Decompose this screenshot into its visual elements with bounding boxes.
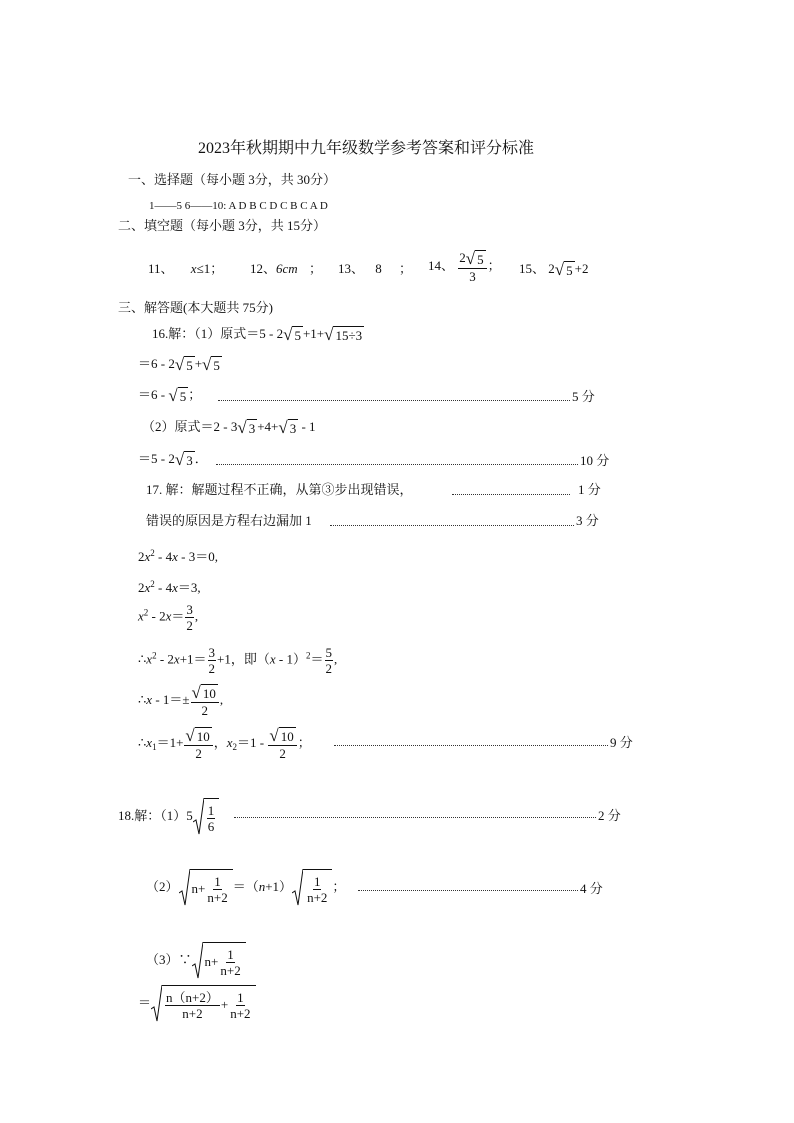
q16-score-1: 5 分 bbox=[572, 389, 595, 404]
page-title: 2023年秋期期中九年级数学参考答案和评分标准 bbox=[198, 140, 535, 157]
fill-q13: 13、 8 ； bbox=[338, 261, 413, 276]
q16-line-2: ＝6 - 2 √ 5 + √ 5 bbox=[138, 355, 220, 375]
radical: n+ $\frac{1}{n+2}$ bbox=[179, 869, 233, 907]
q12-answer: 6cm bbox=[276, 261, 298, 276]
q14-label: 14、 bbox=[428, 257, 455, 273]
q18-line-1: 18.解：（1）5 $\frac{1}{6}$ bbox=[118, 798, 219, 836]
q17-eq-6: $\therefore x_1=1+$ √ 10 2 ，$x_2=1$ - √ 10 2 ； bbox=[138, 726, 311, 762]
q13-answer: 8 bbox=[375, 261, 382, 276]
section-1-answers: 1——5 6——10: A D B C D C B C A D bbox=[149, 200, 328, 212]
q12-label: 12、 bbox=[250, 261, 277, 276]
q17-line-2: 错误的原因是方程右边漏加 1 bbox=[146, 513, 312, 528]
q15-label: 15、 bbox=[519, 261, 546, 276]
q18-line-3: （3）∵ n+ $\frac{1}{n+2}$ bbox=[146, 942, 246, 980]
q16-line-5: ＝5 - 2 √ 3 ． bbox=[138, 450, 208, 470]
q16-line-3: ＝6 - √ 5 ； bbox=[138, 386, 202, 406]
q16-line-4: （2）原式＝2 - 3 √ 3 +4+ √ 3 - 1 bbox=[142, 418, 316, 438]
q17-score-2: 3 分 bbox=[576, 513, 599, 528]
q18-score-2: 4 分 bbox=[580, 881, 603, 896]
dotted-leader bbox=[218, 400, 570, 401]
dotted-leader bbox=[334, 745, 608, 746]
q16-score-2: 10 分 bbox=[580, 453, 610, 468]
q17-eq-4: $\therefore x^2 - 2x+1=$ $\frac{3}{2}$ +1，即（x - 1）$^2$＝ $\frac{5}{2}$ , bbox=[138, 645, 338, 676]
section-2-heading: 二、填空题（每小题 3分，共 15分） bbox=[118, 218, 327, 233]
radical: n+ $\frac{1}{n+2}$ bbox=[192, 942, 246, 980]
q14-fraction: 2 √ 5 3 bbox=[458, 250, 486, 284]
fill-q11 bbox=[148, 261, 223, 277]
q17-line-1: 17. 解：解题过程不正确，从第③步出现错误， bbox=[146, 482, 413, 497]
dotted-leader bbox=[234, 817, 596, 818]
q18-line-4: ＝ $\frac{n(n+2)}{n+2}$ + $\frac{1}{n+2}$ bbox=[138, 985, 256, 1023]
q18-score-1: 2 分 bbox=[598, 808, 621, 823]
q17-eq-1: $2x^2 - 4x - 3=0$, bbox=[138, 548, 218, 564]
q13-label: 13、 bbox=[338, 261, 365, 276]
radical: $\frac{1}{n+2}$ bbox=[292, 869, 332, 907]
fill-q14: 14、 2 √ 5 3 ； bbox=[428, 249, 501, 285]
q17-eq-5: ∴x - 1＝± √ 10 2 , bbox=[138, 683, 224, 719]
radical: $\frac{n(n+2)}{n+2}$ + $\frac{1}{n+2}$ bbox=[151, 985, 256, 1023]
q11-answer: x≤1； bbox=[190, 261, 224, 276]
dotted-leader bbox=[358, 890, 578, 891]
section-3-heading: 三、解答题(本大题共 75分) bbox=[118, 300, 273, 315]
dotted-leader bbox=[330, 525, 574, 526]
fill-q15 bbox=[519, 261, 588, 279]
fill-q12: 12、6cm ； bbox=[250, 261, 322, 276]
section-1-heading: 一、选择题（每小题 3分，共 30分） bbox=[128, 172, 337, 187]
q17-eq-2: $2x^2 - 4x=3$, bbox=[138, 579, 201, 595]
q17-eq-3: $x^2 - 2x=$ $\frac{3}{2}$ , bbox=[138, 602, 199, 633]
q11-label: 11、 bbox=[148, 261, 174, 276]
radical: $\frac{1}{6}$ bbox=[193, 798, 220, 836]
dotted-leader bbox=[452, 494, 570, 495]
q15-answer: 2 √ 5 +2 bbox=[548, 260, 589, 280]
q16-line-1: 16.解：（1）原式＝5 - 2 √ 5 +1+ √ 15÷3 bbox=[152, 325, 363, 345]
q17-score-1: 1 分 bbox=[578, 482, 601, 497]
dotted-leader bbox=[216, 464, 578, 465]
q17-score-3: 9 分 bbox=[610, 735, 633, 750]
q18-line-2: （2） n+ $\frac{1}{n+2}$ ＝（n+1） $\frac{1}{n+2}$ ； bbox=[146, 869, 345, 907]
